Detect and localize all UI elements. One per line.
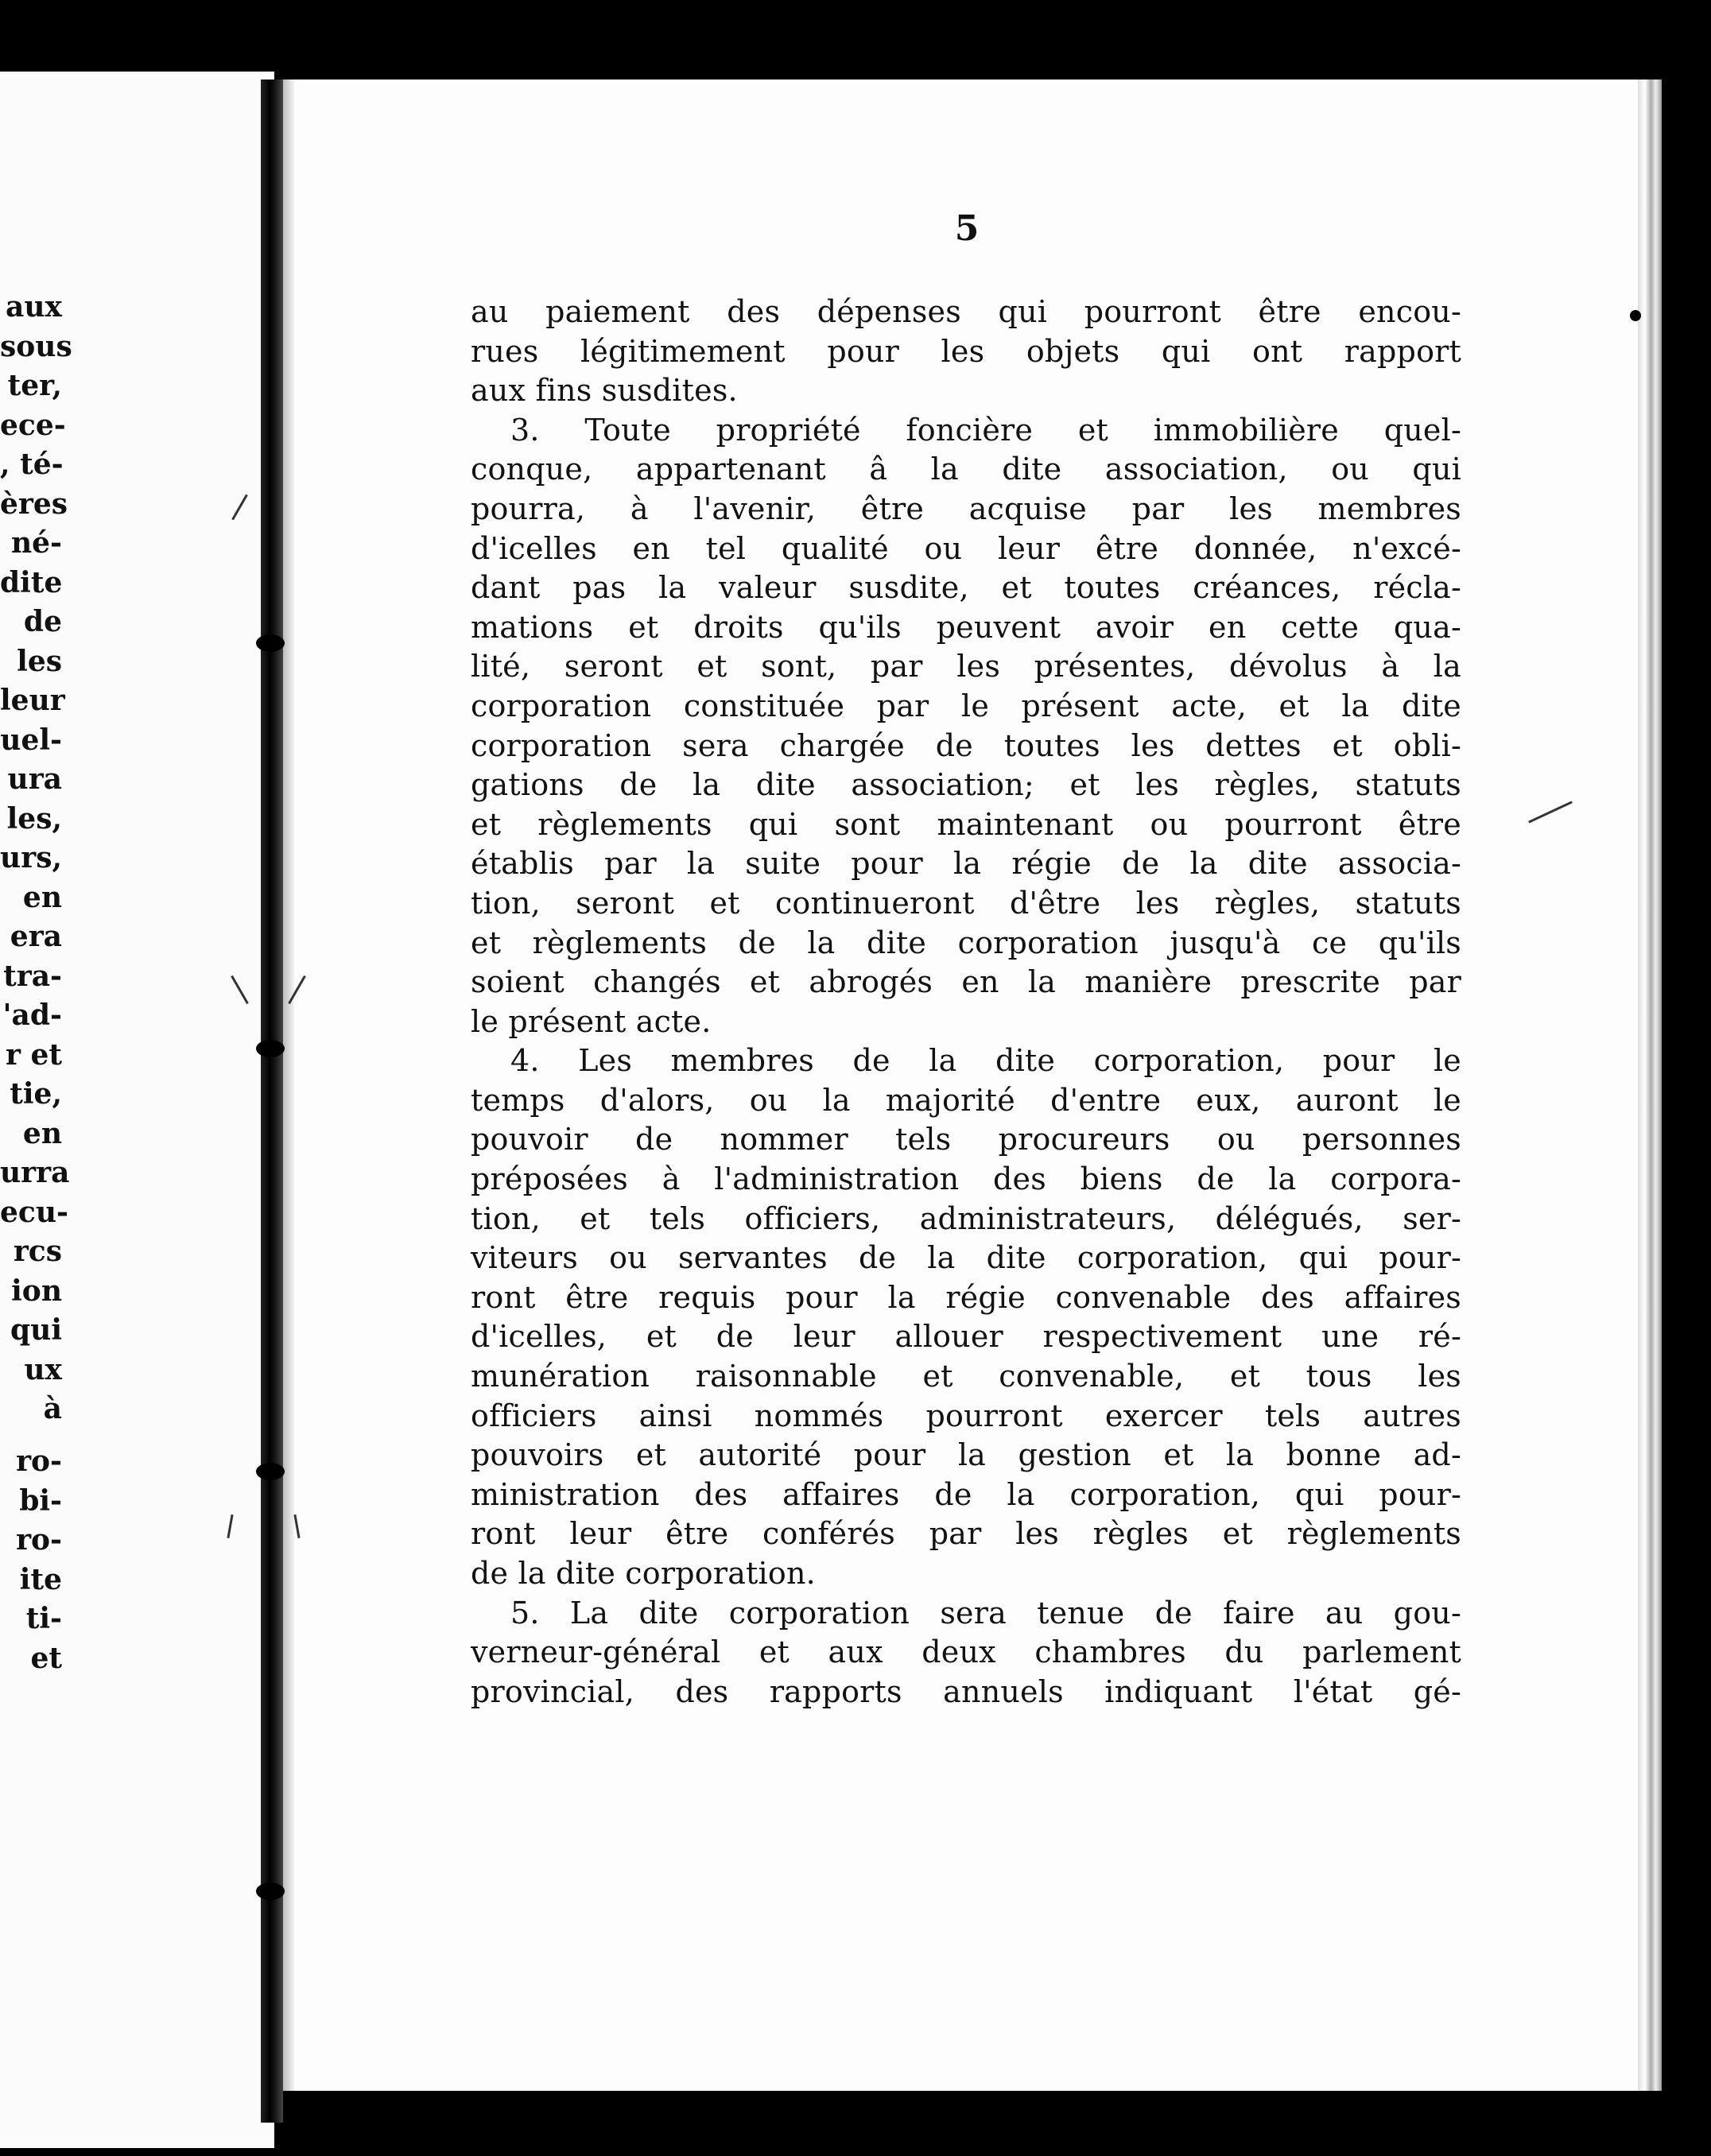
left-fragment: dite	[0, 565, 63, 599]
binding-stitch	[256, 1040, 285, 1057]
left-fragment: ux	[24, 1352, 62, 1386]
binding-stitch	[256, 634, 285, 652]
text-line: temps d'alors, ou la majorité d'entre eux, auront le	[471, 1082, 1461, 1118]
left-fragment: sous	[0, 329, 72, 363]
left-fragment: de	[23, 605, 62, 638]
left-fragment: urs,	[0, 841, 62, 874]
text-line: et règlements de la dite corporation jusqu'à ce qu'ils	[471, 925, 1461, 960]
binding-stitch	[256, 1463, 285, 1480]
text-line: 3. Toute propriété foncière et immobilière quel-	[510, 412, 1461, 448]
binding-stitch	[256, 1883, 285, 1900]
left-fragment: tra-	[3, 959, 62, 993]
left-fragment: ro-	[16, 1444, 62, 1478]
text-line: soient changés et abrogés en la manière prescrite par	[471, 964, 1461, 1000]
text-line: de la dite corporation.	[471, 1556, 816, 1591]
text-line: aux fins susdites.	[471, 373, 738, 409]
text-line: verneur-général et aux deux chambres du parlement	[471, 1634, 1461, 1670]
left-fragment: qui	[10, 1313, 62, 1347]
text-line: provincial, des rapports annuels indiquant l'état gé-	[471, 1673, 1461, 1709]
left-fragment: en	[22, 880, 62, 914]
left-fragment: tie,	[10, 1077, 62, 1111]
scan-speck	[1630, 310, 1641, 321]
left-fragment: ite	[19, 1562, 62, 1596]
left-fragment: aux	[6, 290, 62, 324]
text-line: ministration des affaires de la corporation, qui pour-	[471, 1476, 1461, 1512]
text-line: établis par la suite pour la régie de la dite associa-	[471, 846, 1461, 882]
text-line: au paiement des dépenses qui pourront être encou-	[471, 294, 1461, 329]
left-fragment: ro-	[16, 1523, 62, 1557]
text-line: le présent acte.	[471, 1003, 712, 1039]
left-fragment: ti-	[25, 1602, 62, 1635]
text-line: pouvoirs et autorité pour la gestion et la bonne ad-	[471, 1437, 1461, 1473]
left-page	[0, 72, 274, 2148]
book-binding-spine	[261, 79, 283, 2123]
text-line: pouvoir de nommer tels procureurs ou personnes	[471, 1122, 1461, 1157]
text-line: ront leur être conférés par les règles et règlements	[471, 1516, 1461, 1552]
gutter-shadow	[283, 79, 294, 2091]
text-line: préposées à l'administration des biens de la corpora-	[471, 1161, 1461, 1197]
left-fragment: 'ad-	[2, 999, 62, 1032]
text-line: officiers ainsi nommés pourront exercer tels autres	[471, 1398, 1461, 1433]
text-line: d'icelles, et de leur allouer respectivement une ré-	[471, 1319, 1461, 1355]
left-fragment: ecu-	[0, 1195, 68, 1229]
left-fragment: ères	[0, 487, 68, 521]
left-fragment: urra	[0, 1156, 70, 1189]
left-fragment: ter,	[7, 369, 62, 402]
text-line: munération raisonnable et convenable, et tous les	[471, 1359, 1461, 1394]
text-line: mations et droits qu'ils peuvent avoir en cette qua-	[471, 609, 1461, 645]
text-line: lité, seront et sont, par les présentes, dévolus à la	[471, 649, 1461, 684]
left-fragment: ece-	[0, 408, 66, 442]
text-line: tion, seront et continueront d'être les règles, statuts	[471, 885, 1461, 921]
text-line: dant pas la valeur susdite, et toutes créances, récla-	[471, 570, 1461, 606]
left-page-text-fragments	[0, 288, 72, 1678]
text-line: gations de la dite association; et les règles, statuts	[471, 767, 1461, 803]
left-fragment: era	[10, 920, 62, 953]
left-fragment: ura	[7, 762, 62, 796]
left-fragment: , té-	[0, 448, 64, 481]
left-fragment: r et	[5, 1037, 62, 1072]
left-fragment: les	[17, 644, 62, 678]
text-line: ront être requis pour la régie convenable des affaires	[471, 1279, 1461, 1315]
left-fragment: uel-	[0, 723, 62, 757]
left-fragment: rcs	[13, 1235, 62, 1268]
text-line: 5. La dite corporation sera tenue de faire au gou-	[510, 1595, 1461, 1631]
text-line: et règlements qui sont maintenant ou pourront être	[471, 806, 1461, 842]
left-fragment: en	[22, 1116, 62, 1150]
text-line: conque, appartenant â la dite association, ou qui	[471, 452, 1461, 487]
text-line: 4. Les membres de la dite corporation, pour le	[510, 1043, 1461, 1079]
left-fragment: les,	[6, 801, 62, 836]
text-line: corporation sera chargée de toutes les dettes et obli-	[471, 727, 1461, 763]
text-line: d'icelles en tel qualité ou leur être donnée, n'excé-	[471, 530, 1461, 566]
text-line: corporation constituée par le présent acte, et la dite	[471, 688, 1461, 723]
text-line: pourra, à l'avenir, être acquise par les membres	[471, 491, 1461, 526]
text-line: viteurs ou servantes de la dite corporation, qui pour-	[471, 1240, 1461, 1276]
left-fragment: bi-	[19, 1483, 62, 1518]
text-line: rues légitimement pour les objets qui ont rapport	[471, 333, 1461, 369]
page-body-text	[471, 293, 1461, 1712]
left-fragment: ion	[11, 1274, 62, 1308]
left-fragment: et	[30, 1641, 62, 1675]
left-fragment: leur	[0, 684, 65, 717]
left-fragment: à	[43, 1392, 62, 1425]
left-fragment: né-	[10, 526, 62, 560]
page-number: 5	[954, 208, 980, 249]
text-line: tion, et tels officiers, administrateurs, délégués, ser-	[471, 1200, 1461, 1236]
page-edge	[1638, 79, 1662, 2091]
